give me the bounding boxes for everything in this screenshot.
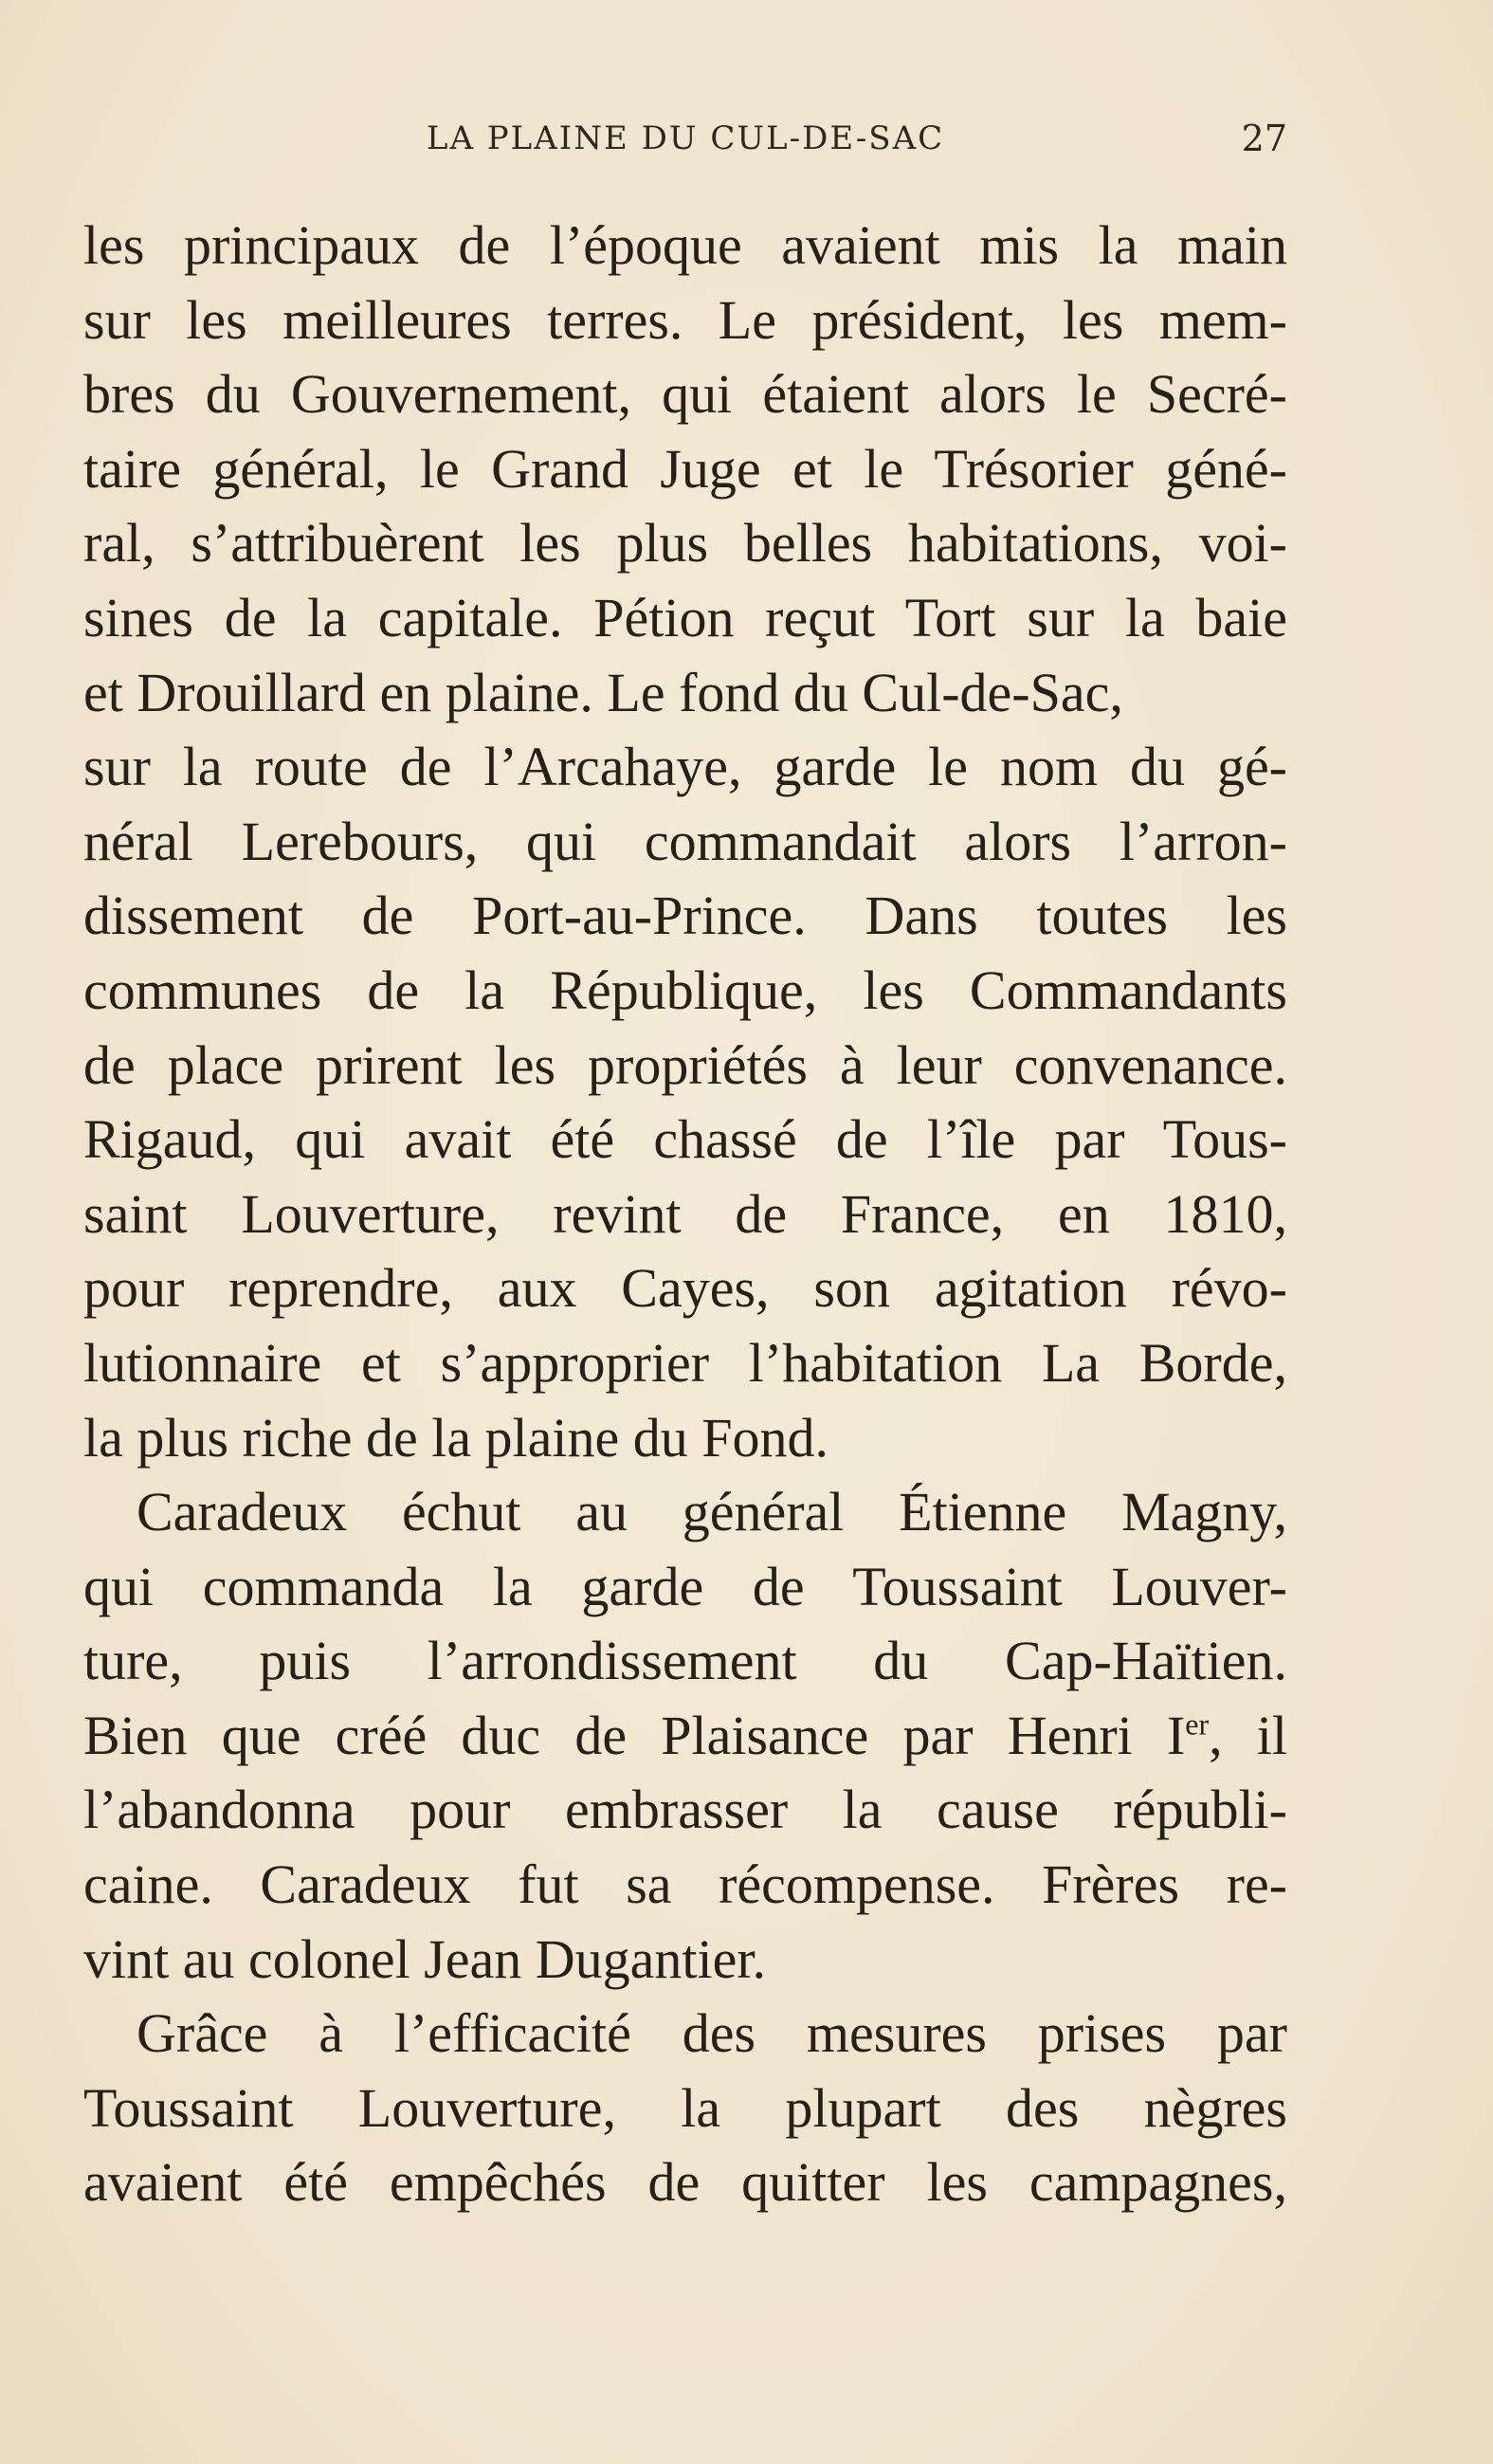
text-line: et Drouillard en plaine. Le fond du Cul-de-Sac, (83, 661, 1123, 723)
text-line: dissement de Port-au-Prince. Dans toutes les (83, 885, 1287, 947)
text-line: sur les meilleures terres. Le président, les mem- (83, 288, 1287, 351)
text-line: lutionnaire et s’approprier l’habitation La Borde, (83, 1331, 1287, 1394)
text-line: sur la route de l’Arcahaye, garde le nom du gé- (83, 736, 1287, 798)
text-fragment: Bien que créé duc de Plaisance par Henri I (83, 1704, 1186, 1766)
text-line: taire général, le Grand Juge et le Trésorier géné- (83, 437, 1287, 500)
text-line: ral, s’attribuèrent les plus belles habitations, voi- (83, 512, 1287, 575)
text-line: Caradeux échut au général Étienne Magny, (137, 1481, 1287, 1543)
running-title: LA PLAINE DU CUL-DE-SAC (426, 119, 945, 157)
body-text (83, 209, 1287, 2220)
text-line: la plus riche de la plaine du Fond. (83, 1406, 829, 1469)
text-line: ture, puis l’arrondissement du Cap-Haïtien. (83, 1630, 1287, 1692)
superscript: er (1185, 1707, 1210, 1742)
text-line: bres du Gouvernement, qui étaient alors le Secré- (83, 363, 1287, 426)
text-line: de place prirent les propriétés à leur convenance. (83, 1033, 1287, 1096)
text-line: qui commanda la garde de Toussaint Louver- (83, 1555, 1287, 1617)
text-line: avaient été empêchés de quitter les campagnes, (83, 2151, 1287, 2214)
text-fragment: , il (1209, 1704, 1287, 1766)
page-header (83, 112, 1287, 169)
text-line: communes de la République, les Commandants (83, 958, 1287, 1021)
text-line: néral Lerebours, qui commandait alors l’arron- (83, 810, 1287, 872)
text-line: saint Louverture, revint de France, en 1810, (83, 1182, 1287, 1245)
text-line: les principaux de l’époque avaient mis la main (83, 214, 1287, 276)
text-line: pour reprendre, aux Cayes, son agitation révo- (83, 1257, 1287, 1320)
text-line: l’abandonna pour embrasser la cause républi- (83, 1779, 1287, 1841)
text-line: caine. Caradeux fut sa récompense. Frères re- (83, 1853, 1287, 1916)
text-line: Grâce à l’efficacité des mesures prises par (137, 2002, 1287, 2065)
text-line: Toussaint Louverture, la plupart des nègres (83, 2076, 1287, 2139)
text-line: vint au colonel Jean Dugantier. (83, 1927, 766, 1990)
text-line: Rigaud, qui avait été chassé de l’île par Tous- (83, 1108, 1287, 1171)
text-line-with-superscript (83, 1699, 1287, 1774)
page-number: 27 (1241, 118, 1287, 159)
text-line: sines de la capitale. Pétion reçut Tort sur la baie (83, 586, 1287, 648)
